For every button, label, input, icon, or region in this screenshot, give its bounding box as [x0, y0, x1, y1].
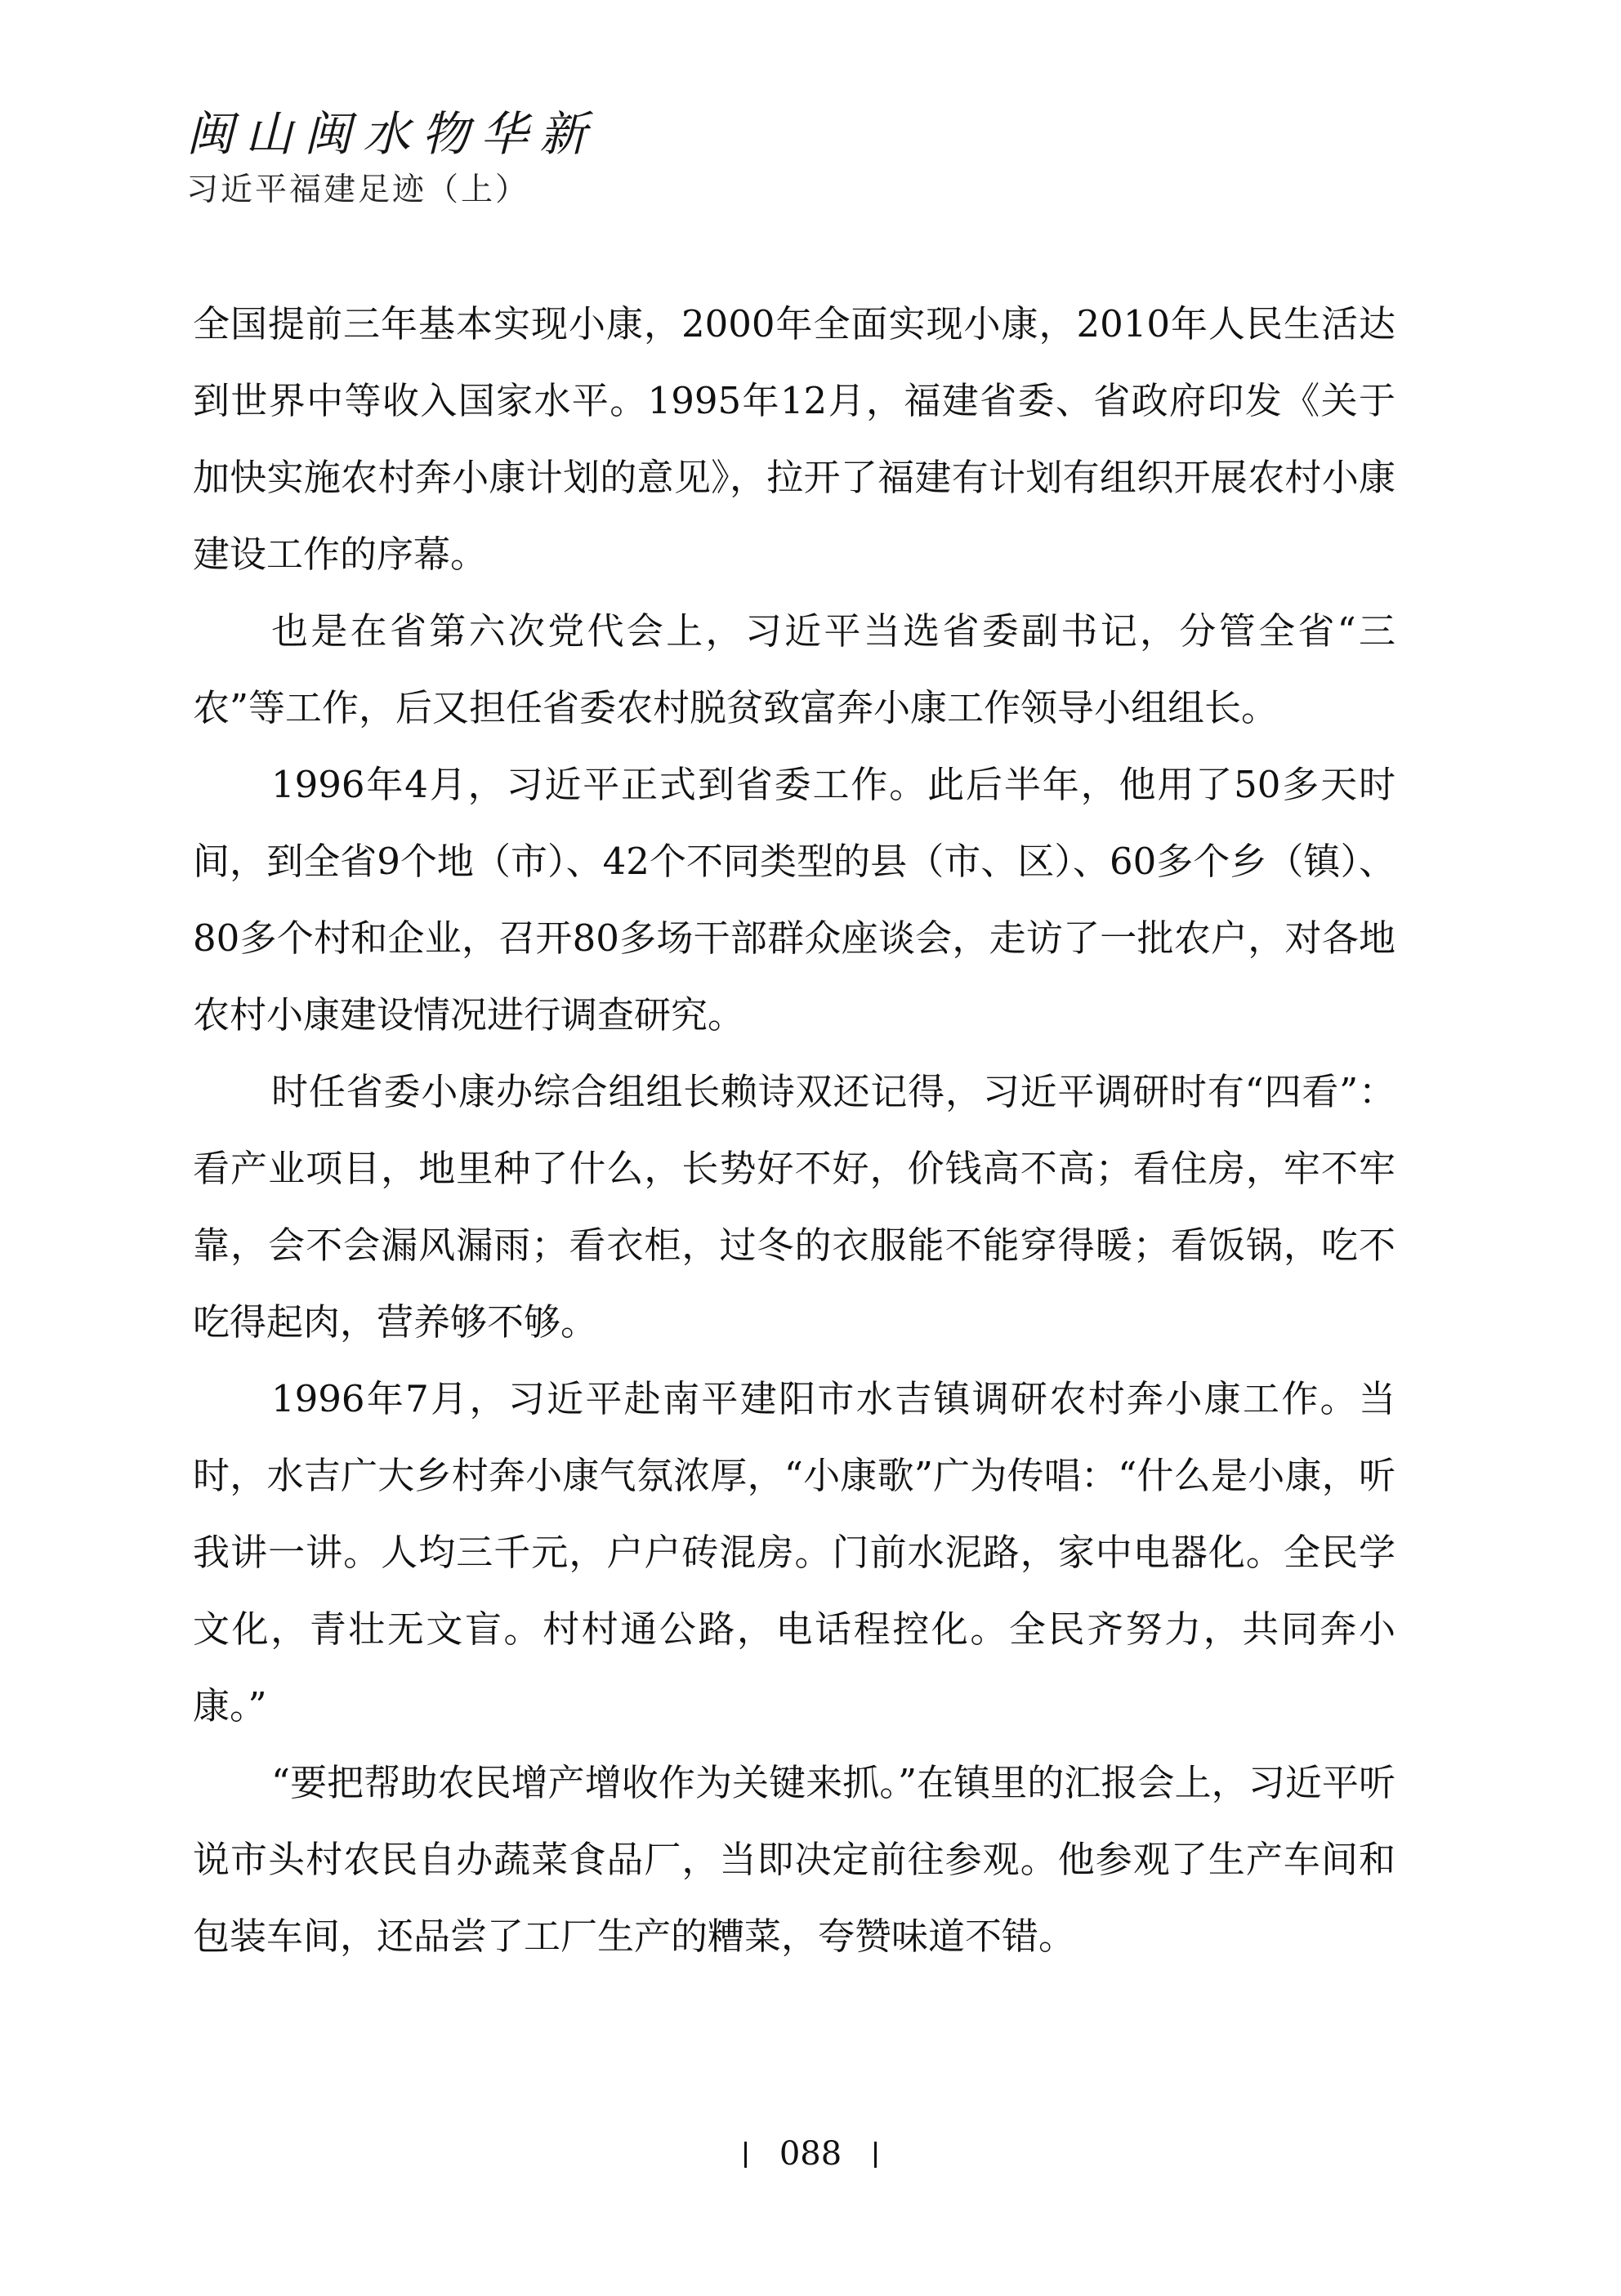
footer-divider-left: [744, 2142, 747, 2168]
body-text: [193, 286, 1395, 1975]
paragraph: “要把帮助农民增产增收作为关键来抓。”在镇里的汇报会上，习近平听说市头村农民自办蔬菜食品厂，当即决定前往参观。他参观了生产车间和包装车间，还品尝了工厂生产的糟菜，夸赞味道不错。: [193, 1761, 1395, 1958]
book-subtitle: 习近平福建足迹（上）: [186, 172, 530, 208]
paragraph: 1996年4月，习近平正式到省委工作。此后半年，他用了50多天时间，到全省9个地（市）、42个不同类型的县（市、区）、60多个乡（镇）、80多个村和企业，召开80多场干部群众座谈会，走访了一批农户，对各地农村小康建设情况进行调查研究。: [193, 763, 1395, 1037]
paragraph: 1996年7月，习近平赴南平建阳市水吉镇调研农村奔小康工作。当时，水吉广大乡村奔小康气氛浓厚，“小康歌”广为传唱：“什么是小康，听我讲一讲。人均三千元，户户砖混房。门前水泥路，家中电器化。全民学文化，青壮无文盲。村村通公路，电话程控化。全民齐努力，共同奔小康。”: [193, 1377, 1395, 1728]
footer-divider-right: [874, 2142, 877, 2168]
paragraph: 也是在省第六次党代会上，习近平当选省委副书记，分管全省“三农”等工作，后又担任省委农村脱贫致富奔小康工作领导小组组长。: [193, 609, 1395, 729]
book-title: 闽山闽水物华新: [186, 106, 599, 162]
paragraph-continued: 全国提前三年基本实现小康，2000年全面实现小康，2010年人民生活达到世界中等收入国家水平。1995年12月，福建省委、省政府印发《关于加快实施农村奔小康计划的意见》，拉开了福建有计划有组织开展农村小康建设工作的序幕。: [193, 302, 1395, 576]
page-footer: [0, 2133, 1621, 2174]
paragraph: 时任省委小康办综合组组长赖诗双还记得，习近平调研时有“四看”：看产业项目，地里种了什么，长势好不好，价钱高不高；看住房，牢不牢靠，会不会漏风漏雨；看衣柜，过冬的衣服能不能穿得暖；看饭锅，吃不吃得起肉，营养够不够。: [193, 1070, 1395, 1344]
running-header: [186, 105, 598, 211]
page-number: 088: [779, 2135, 842, 2173]
